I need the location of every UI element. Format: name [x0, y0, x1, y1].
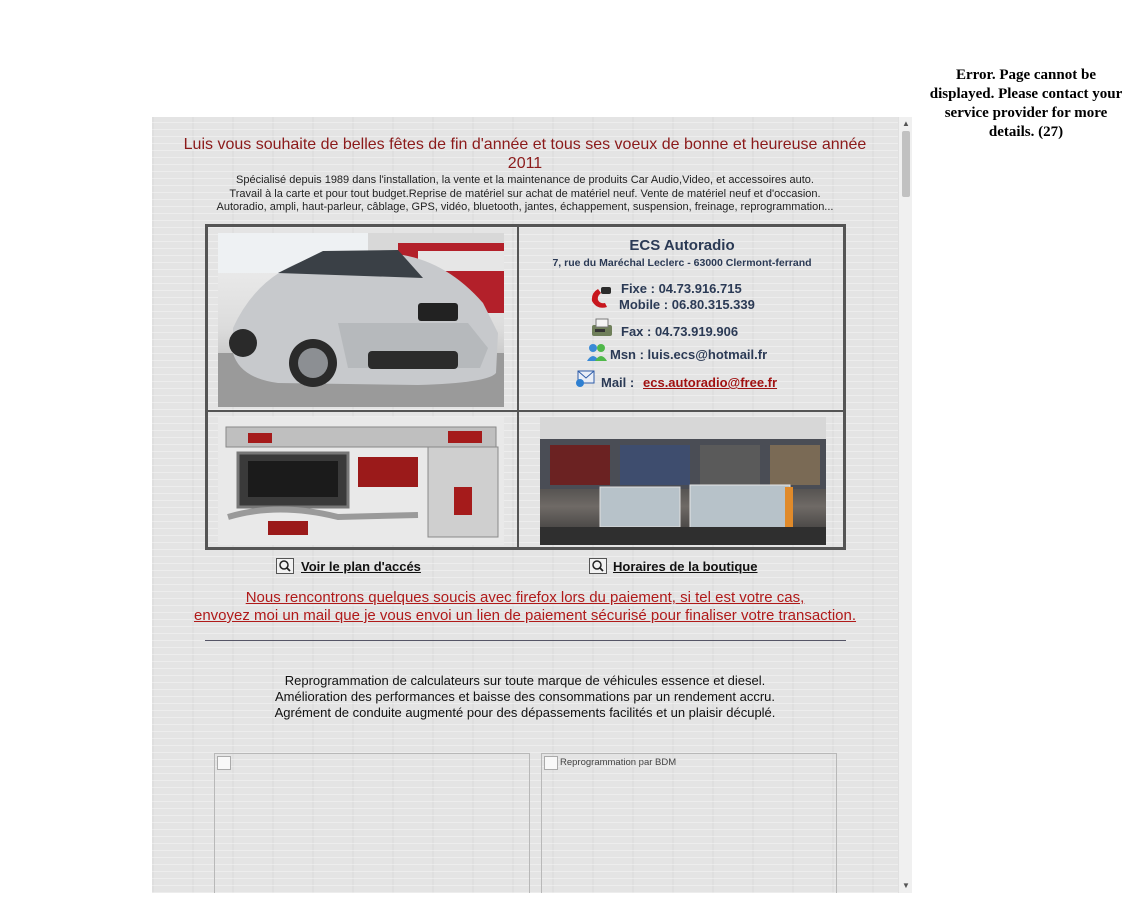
car-photo-cell	[207, 226, 518, 411]
divider	[205, 640, 846, 641]
broken-image	[541, 753, 837, 893]
scroll-thumb[interactable]	[902, 131, 910, 197]
broken-image-alt: Reprogrammation par BDM	[560, 757, 677, 768]
fax-number: Fax : 04.73.919.906	[621, 324, 739, 339]
scroll-up-arrow-icon[interactable]: ▲	[902, 119, 910, 128]
fax-icon	[589, 317, 613, 339]
reprog-line: Agrément de conduite augmenté pour des dépassements facilités et un plaisir décuplé.	[274, 705, 776, 720]
intro-text	[172, 174, 878, 215]
intro-line: Travail à la carte et pour tout budget.Reprise de matériel sur achat de matériel neuf. Vente de matériel neuf et d'occasion.	[229, 187, 821, 200]
content-frame[interactable]	[152, 117, 912, 893]
msn-address: Msn : luis.ecs@hotmail.fr	[610, 347, 768, 362]
intro-line: Spécialisé depuis 1989 dans l'installation, la vente et la maintenance de produits Car Audio,Video, et accessoires auto.	[236, 174, 814, 186]
page-content	[152, 117, 898, 893]
shop-photo-cell	[518, 411, 844, 548]
reprog-line: Amélioration des performances et baisse des consommations par un rendement accru.	[274, 689, 776, 704]
greeting-text: Luis vous souhaite de belles fêtes de fin d'année et tous ses voeux de bonne et heureuse année 2011	[183, 136, 867, 172]
scroll-down-arrow-icon[interactable]: ▼	[902, 881, 910, 890]
mail-link[interactable]: ecs.autoradio@free.fr	[643, 375, 778, 390]
firefox-notice-line[interactable]: Nous rencontrons quelques soucis avec firefox lors du paiement, si tel est votre cas,	[245, 589, 805, 606]
logo-cell	[207, 411, 518, 548]
mail-icon	[574, 365, 598, 387]
access-map-link[interactable]: Voir le plan d'accés	[301, 559, 421, 574]
phone-icon	[589, 285, 613, 307]
shop-address: 7, rue du Maréchal Leclerc - 63000 Clermont-ferrand	[552, 257, 812, 269]
phone-mobile: Mobile : 06.80.315.339	[619, 297, 755, 312]
magnifier-icon[interactable]	[589, 558, 607, 574]
firefox-notice-line[interactable]: envoyez moi un mail que je vous envoi un lien de paiement sécurisé pour finaliser votre transaction.	[193, 607, 857, 624]
reprog-line: Reprogrammation de calculateurs sur toute marque de véhicules essence et diesel.	[284, 673, 766, 688]
error-message: Error. Page cannot be displayed. Please contact your service provider for more details. (27)	[929, 67, 1123, 140]
msn-icon	[585, 341, 609, 363]
broken-image-icon	[544, 756, 558, 770]
shop-name: ECS Autoradio	[629, 237, 735, 254]
magnifier-icon[interactable]	[276, 558, 294, 574]
broken-image	[214, 753, 530, 893]
shop-hours-link[interactable]: Horaires de la boutique	[613, 559, 758, 574]
intro-line: Autoradio, ampli, haut-parleur, câblage, GPS, vidéo, bluetooth, jantes, échappement, suspension, freinage, reprogrammation...	[216, 201, 834, 213]
broken-image-icon	[217, 756, 231, 770]
ecs-logo-image	[218, 417, 504, 545]
car-photo	[218, 233, 504, 407]
shop-photo	[540, 417, 826, 545]
shop-info-table	[205, 224, 846, 550]
mail-label: Mail :	[601, 375, 635, 390]
vertical-scrollbar[interactable]	[898, 117, 912, 893]
phone-fixe: Fixe : 04.73.916.715	[621, 281, 742, 296]
contact-cell	[518, 226, 844, 411]
